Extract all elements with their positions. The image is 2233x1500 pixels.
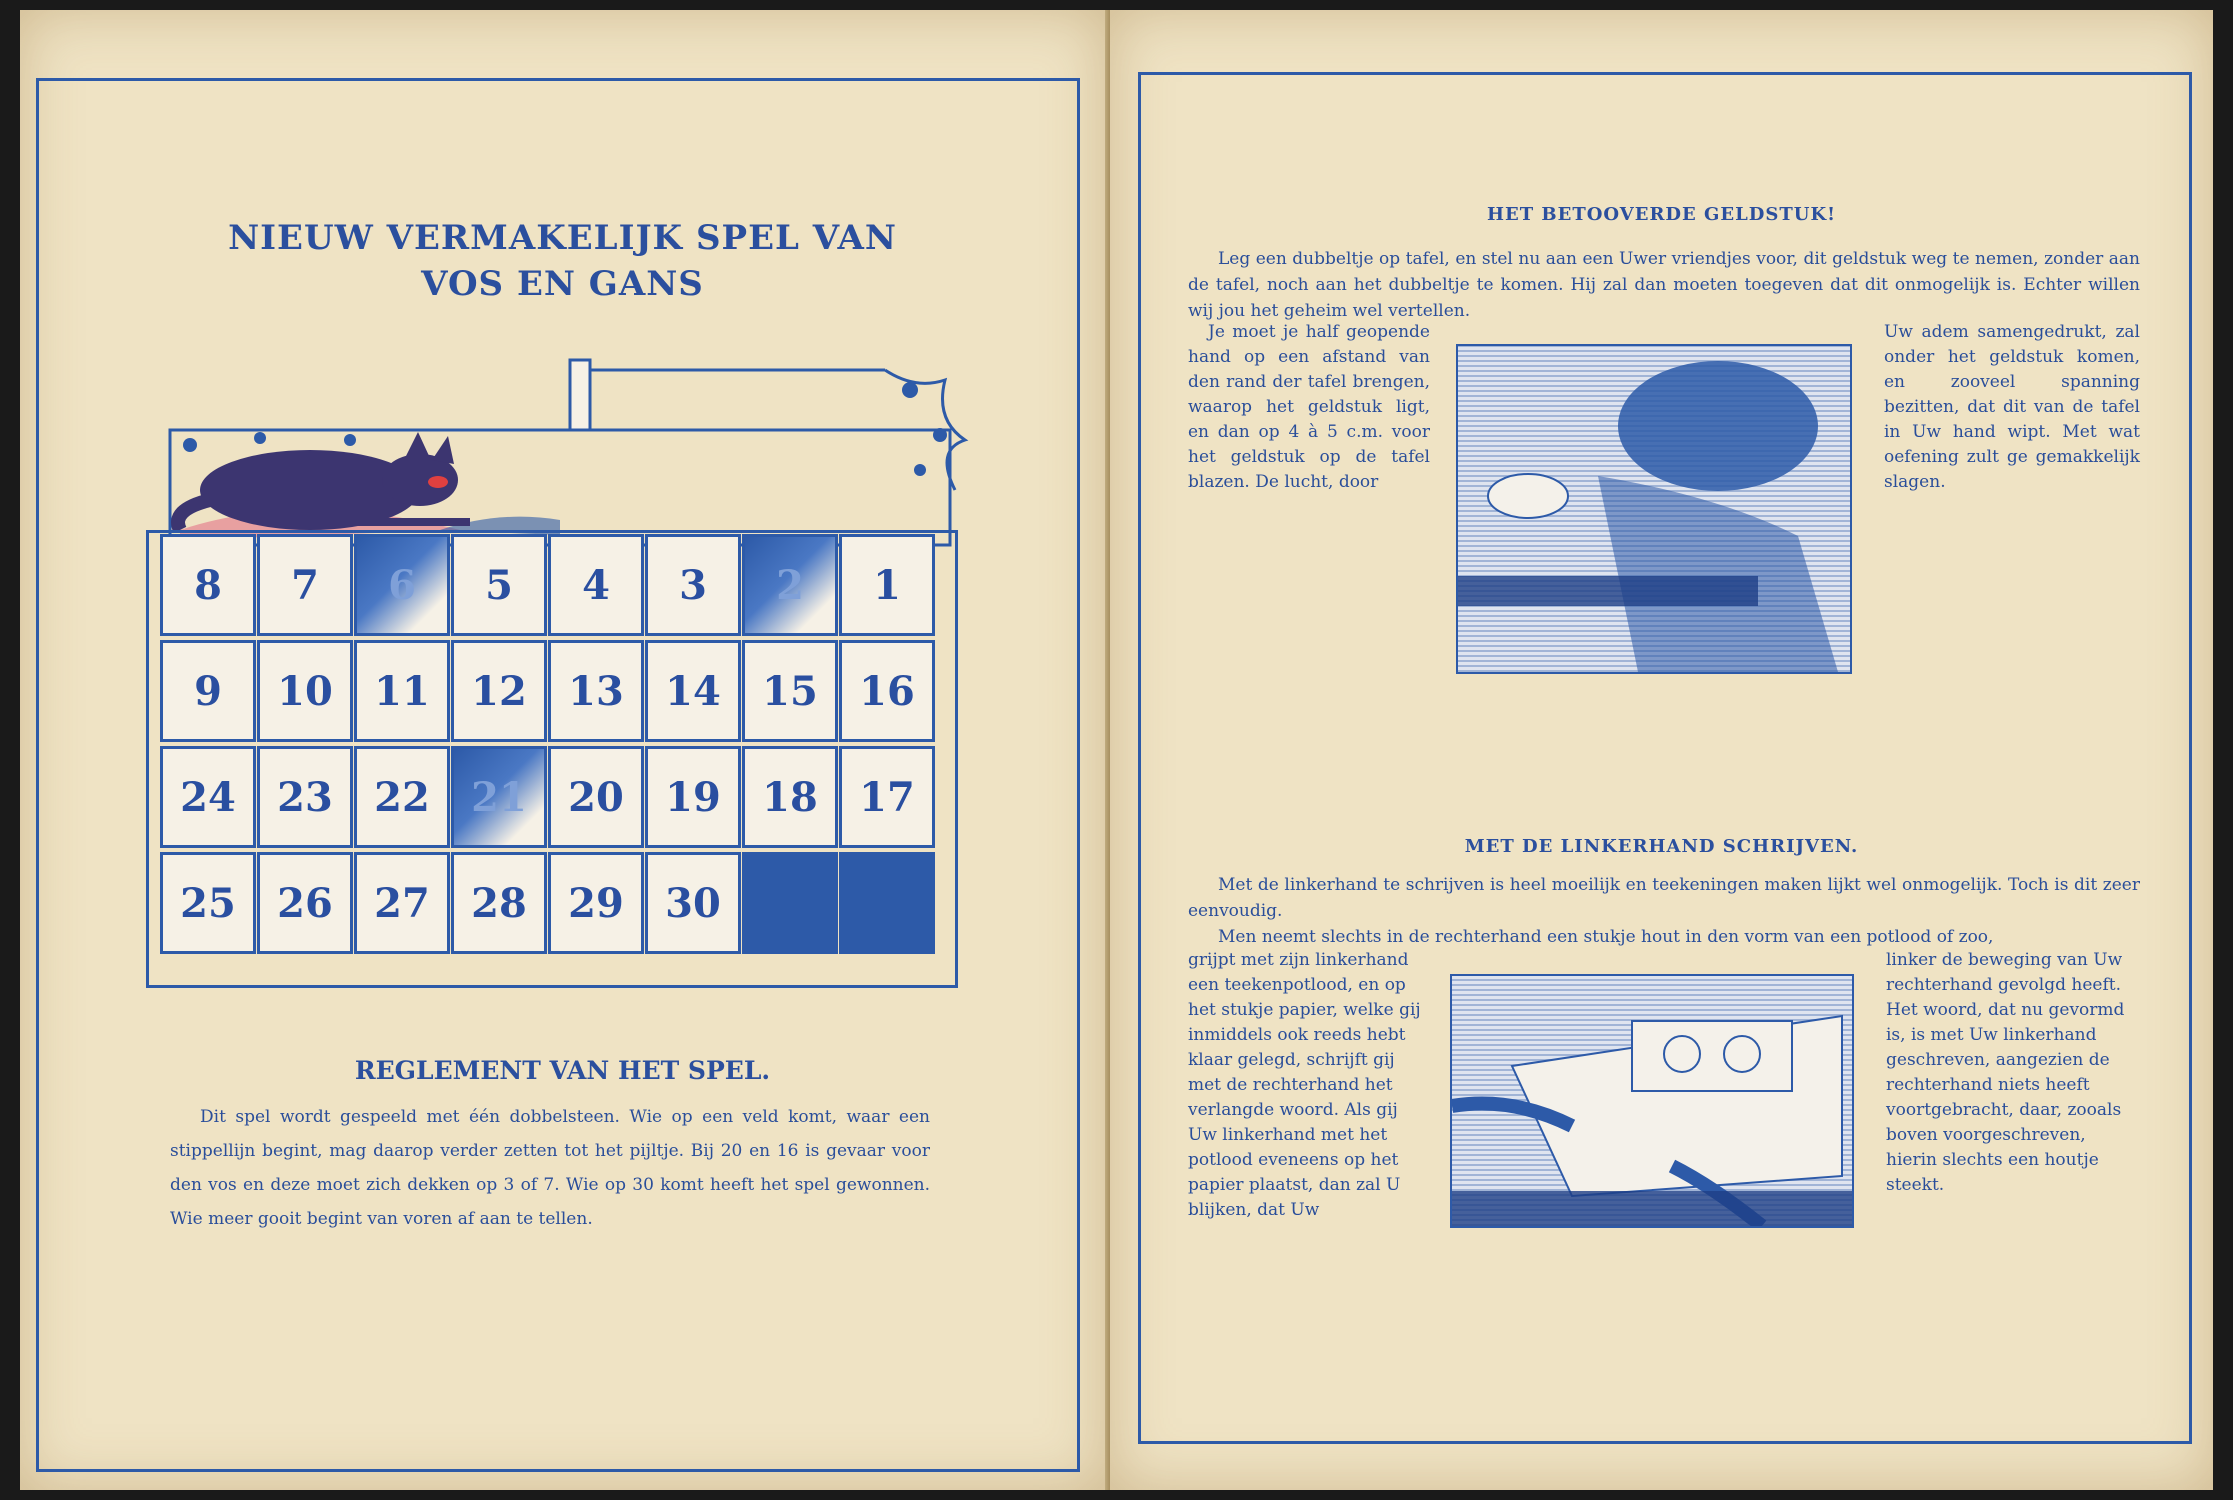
- fox-vine-illustration: [150, 350, 970, 550]
- board-square-12: 12: [451, 640, 547, 742]
- board-square-6: 6: [354, 534, 450, 636]
- board-square-10: 10: [257, 640, 353, 742]
- section1-left-column: Je moet je half geopende hand op een afstand van den rand der tafel brengen, waarop het geldstuk ligt, en dan op 4 à 5 c.m. voor het geldstuk op de tafel blazen. De lucht, door: [1188, 322, 1430, 492]
- title-line-1: NIEUW VERMAKELIJK SPEL VAN: [228, 218, 897, 258]
- board-square-22: 22: [354, 746, 450, 848]
- board-square-21: 21: [451, 746, 547, 848]
- section2-intro2-text: Men neemt slechts in de rechterhand een stukje hout in den vorm van een potlood of zoo,: [1218, 927, 1994, 947]
- section1-intro: [1188, 246, 2140, 324]
- board-square-16: 16: [839, 640, 935, 742]
- board-square-29: 29: [548, 852, 644, 954]
- board-frame: [146, 530, 958, 988]
- board-square-4: 4: [548, 534, 644, 636]
- board-square-20: 20: [548, 746, 644, 848]
- rules-heading: REGLEMENT VAN HET SPEL.: [354, 1056, 771, 1085]
- writing-hands-illustration: [1450, 974, 1854, 1228]
- section1-intro-text: Leg een dubbeltje op tafel, en stel nu aan een Uwer vriendjes voor, dit geldstuk weg te nemen, zonder aan de tafel, noch aan het dubbeltje te komen. Hij zal dan moeten toegeven dat dit onmogelijk is. Echter willen wij jou het geheim wel vertellen.: [1188, 249, 2140, 321]
- rules-paragraph: Dit spel wordt gespeeld met één dobbelsteen. Wie op een veld komt, waar een stippellijn begint, mag daarop verder zetten tot het pijltje. Bij 20 en 16 is gevaar voor den vos en deze moet zich dekken op 3 of 7. Wie op 30 komt heeft het spel gewonnen. Wie meer gooit begint van voren af aan te tellen.: [170, 1107, 930, 1229]
- rules-text: [170, 1100, 930, 1236]
- board-square-26: 26: [257, 852, 353, 954]
- board-square-17: 17: [839, 746, 935, 848]
- board-square-1: 1: [839, 534, 935, 636]
- boy-blowing-illustration: [1456, 344, 1852, 674]
- board-square-18: 18: [742, 746, 838, 848]
- board-square-13: 13: [548, 640, 644, 742]
- board-square-2: 2: [742, 534, 838, 636]
- left-page: [20, 10, 1105, 1490]
- board-square-25: 25: [160, 852, 256, 954]
- board-square-28: 28: [451, 852, 547, 954]
- board-square-9: 9: [160, 640, 256, 742]
- board-square-8: 8: [160, 534, 256, 636]
- board-square-23: 23: [257, 746, 353, 848]
- game-title: [20, 215, 1105, 307]
- board-square-30: 30: [645, 852, 741, 954]
- board-square-5: 5: [451, 534, 547, 636]
- section2-heading: MET DE LINKERHAND SCHRIJVEN.: [1464, 836, 1859, 857]
- board-square-19: 19: [645, 746, 741, 848]
- section1-right-column: Uw adem samengedrukt, zal onder het geldstuk komen, en zooveel spanning bezitten, dat dit van de tafel in Uw hand wipt. Met wat oefening zult ge gemakkelijk slagen.: [1884, 322, 2140, 492]
- section2-left-column: grijpt met zijn linkerhand een teekenpotlood, en op het stukje papier, welke gij inmiddels ook reeds hebt klaar gelegd, schrijft gij met de rechterhand het verlangde woord. Als gij Uw linkerhand met het potlood eveneens op het papier plaatst, dan zal U blijken, dat Uw: [1188, 950, 1421, 1220]
- board-square-7: 7: [257, 534, 353, 636]
- section2-intro: [1188, 872, 2140, 950]
- section2-intro-text: Met de linkerhand te schrijven is heel moeilijk en teekeningen maken lijkt wel onmogelijk. Toch is dit zeer eenvoudig.: [1188, 875, 2140, 921]
- scroll-roll: [570, 360, 590, 430]
- section2-right-column: linker de beweging van Uw rechterhand gevolgd heeft. Het woord, dat nu gevormd is, is met Uw linkerhand geschreven, aangezien de rechterhand niets heeft voortgebracht, daar, zooals boven voorgeschreven, hierin slechts een houtje steekt.: [1886, 950, 2125, 1195]
- section1-heading: HET BETOOVERDE GELDSTUK!: [1487, 204, 1836, 225]
- fox-eye: [428, 476, 448, 488]
- right-page: [1110, 10, 2213, 1490]
- board-square-11: 11: [354, 640, 450, 742]
- board-square-24: 24: [160, 746, 256, 848]
- title-line-2: VOS EN GANS: [421, 264, 704, 304]
- board-square-27: 27: [354, 852, 450, 954]
- board-square-14: 14: [645, 640, 741, 742]
- board-square-15: 15: [742, 640, 838, 742]
- board-square-3: 3: [645, 534, 741, 636]
